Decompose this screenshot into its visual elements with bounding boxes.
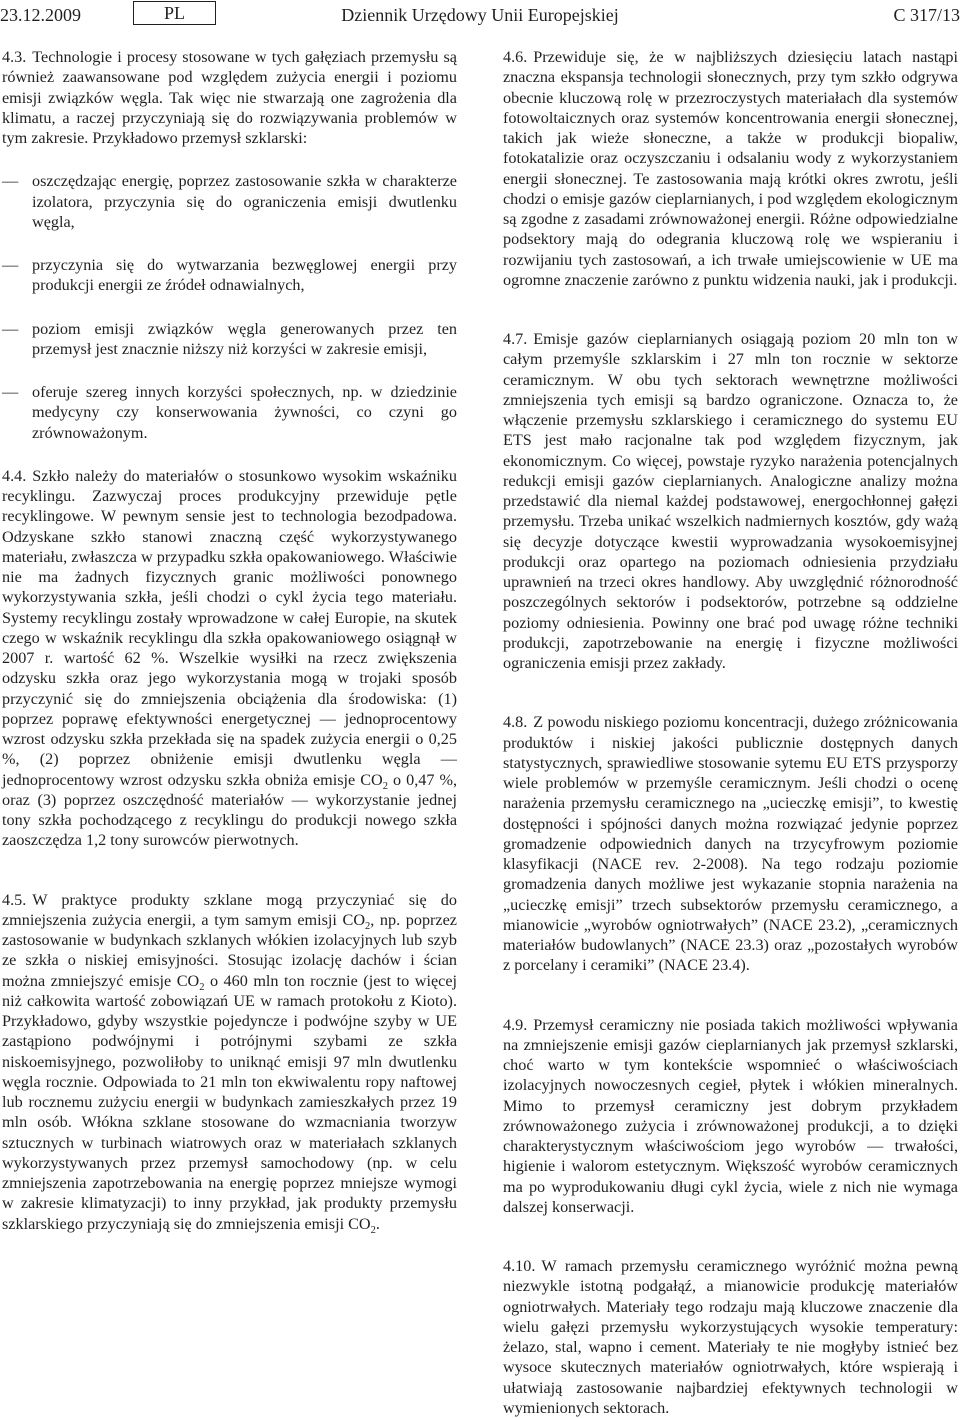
right-column [503,47,958,1418]
paragraph-4-10 [503,1256,958,1418]
journal-title: Dziennik Urzędowy Unii Europejskiej [341,5,619,25]
dash-marker: — [2,319,19,338]
paragraph-4-8 [503,712,958,975]
paragraph-text: Przewiduje się, że w najbliższych dziesięciu latach nastąpi znaczna ekspansja technologii słonecznych, przy tym szkło odgrywa obecnie kluczową rolę w przezroczystych materiałach dla systemów fotowoltaicznych oraz systemów koncentrowania energii słonecznej, takich jak wieże słoneczne, a także w produkcji biopaliw, fotokatalizie oraz oczyszczaniu i odsalaniu wody z wykorzystaniem energii słonecznej. Te zastosowania mają krótki okres zwrotu, jeśli chodzi o emisje gazów cieplarnianych, i pod względem ekologicznym są zgodne z zasadami zrównoważonej energii. Różne odpowiedzialne podsektory mają do odegrania kluczową rolę we wspieraniu i rozwijaniu tych zastosowań, a ich trwałe umiejscowienie w UE ma ogromne znaczenie zarówno z punktu widzenia nauki, jak i produkcji. [503,48,958,289]
paragraph-4-4 [2,466,457,851]
paragraph-number: 4.8. [503,713,528,732]
bullet-text: oszczędzając energię, poprzez zastosowanie szkła w charakterze izolatora, przyczynia się do ograniczenia emisji dwutlenku węgla, [32,172,457,231]
paragraph-text: W ramach przemysłu ceramicznego wyróżnić można pewną niezwykle istotną podgałąź, a mianowicie produkcję materiałów ogniotrwałych. Materiały tego rodzaju mają kluczowe znaczenie dla wielu gałęzi przemysłu wykorzystujących wysokie temperatury: żelazo, stal, wapno i cement. Materiały te nie mogłyby istnieć bez wysoce skutecznych materiałów ogniotrwałych, które wspierają i ułatwiają zastosowanie najbardziej efektywnych technologii w wymienionych sektorach. [503,1257,958,1417]
paragraph-text: Z powodu niskiego poziomu koncentracji, dużego zróżnicowania produktów i niskiej jakości publicznie dostępnych danych statystycznych, sprawiedliwe stosowanie sytemu EU ETS przysporzy wiele problemów w przemyśle ceramicznym. Jeśli chodzi o ocenę narażenia przemysłu ceramicznego na „ucieczkę emisji”, to kwestię dostępności i spójności danych można rozwiązać jedynie poprzez gromadzenie odpowiednich danych na trzycyfrowym poziomie klasyfikacji (NACE rev. 2-2008). Na tego rodzaju poziomie gromadzenia danych możliwe jest wykazanie stopnia narażenia na „ucieczkę emisji” trzech subsektorów przemysłu ceramicznego, a mianowicie „wyrobów ogniotrwałych” (NACE 23.2), „ceramicznych materiałów budowlanych” (NACE 23.3) oraz „pozostałych wyrobów z porcelany i ceramiki” (NACE 23.4). [503,713,958,975]
dash-marker: — [2,172,19,191]
bullet-item [2,319,457,360]
paragraph-4-9 [503,1015,958,1218]
subscript: 2 [365,920,371,932]
paragraph-number: 4.9. [503,1015,528,1034]
bullet-item [2,255,457,296]
bullet-item [2,171,457,232]
paragraph-number: 4.5. [2,890,27,909]
bullet-text: przyczynia się do wytwarzania bezwęglowej energii przy produkcji energii ze źródeł odnawialnych, [32,256,457,295]
left-column [2,47,457,1234]
paragraph-number: 4.4. [2,466,27,485]
bullet-text: oferuje szereg innych korzyści społecznych, np. w dziedzinie medycyny czy konserwowania żywności, co czyni go zrównoważonym. [32,383,457,442]
paragraph-4-6 [503,47,958,290]
subscript: 2 [370,1224,376,1236]
paragraph-text: W praktyce produkty szklane mogą przyczyniać się do zmniejszenia zużycia energii, a tym samym emisji CO [2,890,457,929]
paragraph-4-3 [2,47,457,148]
page-reference: C 317/13 [893,5,960,25]
paragraph-4-5 [2,890,457,1234]
paragraph-text: o 460 mln ton rocznie (jest to więcej niż całkowita wartość zobowiązań UE w ramach protokołu z Kioto). Przykładowo, gdyby wszystkie pojedyncze i podwójne szyby w UE zastąpiono podwójnymi i potrójnymi szybami ze szkła niskoemisyjnego, pozwoliłoby to uniknąć emisji 97 mln dwutlenku węgla rocznie. Odpowiada to 21 mln ton ekwiwalentu ropy naftowej lub rocznemu zużyciu energii w budynkach zamieszkałych przez 19 mln osób. Włókna szklane stosowane do wzmacniania tworzyw sztucznych w turbinach wiatrowych oraz w materiałach szklanych wykorzystywanych przez przemysł samochodowy (np. w celu zmniejszenia zapotrzebowania na energię poprzez mniejsze wymogi w zakresie klimatyzacji) to inny przykład, jak produkty przemysłu szklarskiego przyczyniają się do zmniejszenia emisji CO [2,971,458,1233]
paragraph-number: 4.7. [503,330,528,348]
page-header [0,0,960,30]
paragraph-text: . [375,1214,380,1233]
paragraph-text: Szkło należy do materiałów o stosunkowo wysokim wskaźniku recyklingu. Zazwyczaj proces produkcyjny przewiduje pętle recyklingowe. W pewnym sensie jest to technologia bezodpadowa. Odzyskane szkło stanowi znaczną część wykorzystywanego materiału, zwłaszcza w przypadku szkła opakowaniowego. Właściwie nie ma żadnych fizycznych granic możliwości ponownego wykorzystywania szkła, jeśli chodzi o cykl życia tego materiału. Systemy recyklingu zostały wprowadzone w całej Europie, na skutek czego w wskaźnik recyklingu dla szkła opakowaniowego osiągnął w 2007 r. wartość 62 %. Wszelkie wysiłki na rzecz zwiększenia odzysku szkła oraz jego wykorzystania mogą w trojaki sposób przyczynić się do zmniejszenia obciążenia dla środowiska: (1) poprzez poprawę efektywności energetycznej — jednoprocentowy wzrost odzysku szkła przekłada się na spadek zużycia energii o 0,25 %, (2) poprzez obniżenie emisji dwutlenku węgla — jednoprocentowy wzrost odzysku szkła obniża emisje CO [2,466,457,789]
publication-date: 23.12.2009 [0,5,81,25]
dash-marker: — [2,383,19,401]
language-badge: PL [133,1,216,25]
bullet-text: poziom emisji związków węgla generowanych przez ten przemysł jest znacznie niższy niż korzyści w zakresie emisji, [32,319,457,358]
paragraph-number: 4.6. [503,48,528,66]
paragraph-number: 4.10. [503,1257,536,1275]
subscript: 2 [199,981,205,993]
paragraph-text: Przemysł ceramiczny nie posiada takich możliwości wpływania na zmniejszenie emisji gazów cieplarnianych jak przemysł szklarski, choć warto w tym kontekście wspomnieć o właściwościach izolacyjnych nowoczesnych cegieł, płytek i włókien mineralnych. Mimo to przemysł ceramiczny jest dobrym przykładem zrównoważonego zużycia i zrównoważonej produkcji, a to dzięki charakterystycznym właściwościom jego wyrobów — trwałości, higienie i walorom estetycznym. Większość wyrobów ceramicznych ma po wyprodukowaniu długi cykl życia, wiele z nich nie wymaga dalszej konserwacji. [503,1015,958,1216]
paragraph-text: Emisje gazów cieplarnianych osiągają poziom 20 mln ton w całym przemyśle szklarskim i 27 mln ton rocznie w sektorze ceramicznym. W obu tych sektorach wewnętrzne możliwości zmniejszenia tych emisji są bardzo ograniczone. Oznacza to, że włączenie przemysłu szklarskiego i ceramicznego do systemu EU ETS jest mało racjonalne tak pod względem fizycznym, jak ekonomicznym. Co więcej, powstaje ryzyko narażenia potencjalnych redukcji emisji gazów cieplarnianych. Analogiczne analizy można przedstawić dla niemal każdej podstawowej, energochłonnej gałęzi przemysłu. Trzeba unikać wszelkich nadmiernych kosztów, gdy ważą się decyzje dotyczące kwestii wyprowadzania wysokoemisyjnej produkcji oraz opartego na poziomach odniesienia przydziału uprawnień na trzeci okres handlowy. Aby uwzględnić różnorodność poszczególnych sektorów i podsektorów, potrzebne są oddzielne poziomy odniesienia. Powinny one brać pod uwagę różne techniki produkcji, zapotrzebowanie na energię i fizyczne możliwości ograniczenia emisji przez zakłady. [503,330,958,672]
dash-marker: — [2,256,19,274]
paragraph-text: , np. poprzez zastosowanie w budynkach szklanych włókien izolacyjnych lub szyb ze szkła o niskiej emisyjności. Stosując izolację dachów i ścian można zmniejszyć emisje CO [2,910,457,990]
bullet-item [2,382,457,443]
paragraph-number: 4.3. [2,48,27,66]
paragraph-4-7 [503,329,958,673]
subscript: 2 [382,780,388,792]
paragraph-text: Technologie i procesy stosowane w tych gałęziach przemysłu są również zaawansowane pod względem zużycia energii i poziomu emisji związków węgla. Tak więc nie stwarzają one zagrożenia dla klimatu, a raczej przyczyniają się do rozwiązywania problemów w tym zakresie. Przykładowo przemysł szklarski: [2,48,457,147]
paragraph-text: o 0,47 %, oraz (3) poprzez oszczędność materiałów — wykorzystanie jednej tony szkła pochodzącego z recyklingu do produkcji nowego szkła zaoszczędza 1,2 tony surowców pierwotnych. [2,770,458,850]
